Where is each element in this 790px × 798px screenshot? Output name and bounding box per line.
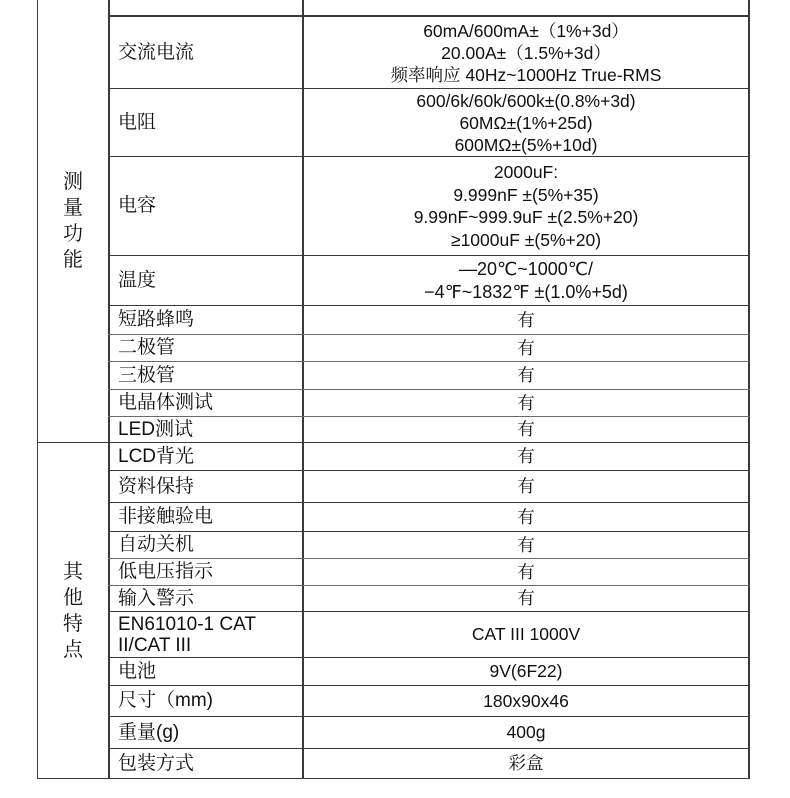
param-data-hold: 资料保持: [118, 475, 195, 497]
value-line: 9.999nF ±(5%+35): [453, 184, 599, 205]
value-low-battery: 有: [517, 561, 535, 582]
value-line: 2000uF:: [493, 162, 559, 182]
value-continuity-beep: 有: [517, 309, 535, 330]
value-safety-standard: CAT III 1000V: [471, 624, 581, 645]
value-line: 9.99nF~999.9uF ±(2.5%+20): [413, 207, 639, 227]
param-continuity-beep: 短路蜂鸣: [118, 309, 195, 330]
value-diode: 有: [517, 337, 535, 358]
param-crystal-test: 电晶体测试: [118, 392, 214, 413]
value-ncv: 有: [517, 506, 535, 527]
value-packaging: 彩盒: [508, 753, 544, 774]
value-weight: 400g: [506, 722, 546, 743]
param-packaging: 包装方式: [118, 752, 195, 774]
param-resistance: 电阻: [118, 111, 157, 133]
param-led-test: LED测试: [118, 418, 193, 440]
value-line: 20.00A±（1.5%+3d）: [441, 42, 611, 63]
param-low-battery: 低电压指示: [118, 561, 214, 582]
value-line: 600MΩ±(5%+10d): [454, 134, 598, 155]
value-resistance: [304, 89, 748, 156]
value-temperature: [304, 256, 748, 305]
value-line: —20℃~1000℃/: [458, 259, 593, 279]
value-line: 60mA/600mA±（1%+3d）: [423, 20, 629, 41]
group-char: 点: [63, 638, 83, 661]
value-data-hold: 有: [517, 476, 535, 497]
value-line: 频率响应 40Hz~1000Hz True-RMS: [390, 64, 662, 85]
param-ncv: 非接触验电: [118, 506, 214, 527]
value-transistor: 有: [517, 365, 535, 386]
param-ac-current: 交流电流: [118, 41, 195, 63]
group-char: 其: [63, 560, 83, 583]
value-led-test: 有: [517, 419, 535, 440]
param-capacitance: 电容: [118, 195, 157, 216]
value-line: 60MΩ±(1%+25d): [459, 112, 593, 133]
value-input-warning: 有: [517, 588, 535, 609]
param-weight: 重量(g): [118, 721, 180, 743]
group-measurement-label: [63, 169, 83, 273]
group-char: 测: [63, 171, 83, 193]
group-other-label: [63, 559, 83, 663]
group-char: 能: [63, 249, 83, 271]
value-capacitance: [304, 157, 748, 255]
param-temperature: 温度: [118, 269, 157, 291]
param-input-warning: 输入警示: [118, 587, 195, 609]
table-border-bottom: [37, 778, 750, 779]
value-lcd-backlight: 有: [517, 446, 535, 467]
param-safety-standard: EN61010-1 CAT II/CAT III: [118, 613, 256, 656]
group-char: 他: [63, 586, 83, 609]
value-ac-current: [304, 17, 748, 88]
param-diode: 二极管: [118, 337, 176, 358]
value-line: ≥1000uF ±(5%+20): [450, 229, 602, 250]
param-lcd-backlight: LCD背光: [118, 445, 195, 467]
value-auto-power-off: 有: [517, 534, 535, 555]
group-char: 量: [63, 197, 83, 219]
value-crystal-test: 有: [517, 392, 535, 413]
value-battery: 9V(6F22): [489, 661, 563, 682]
value-line: 600/6k/60k/600k±(0.8%+3d): [416, 90, 636, 111]
group-other: [38, 443, 108, 778]
value-dimensions: 180x90x46: [483, 690, 569, 711]
param-auto-power-off: 自动关机: [118, 534, 195, 555]
value-line: −4℉~1832℉ ±(1.0%+5d): [424, 281, 628, 302]
group-measurement: [38, 0, 108, 442]
param-dimensions: 尺寸（mm): [118, 690, 213, 711]
group-char: 功: [63, 223, 83, 245]
param-battery: 电池: [118, 660, 157, 682]
param-transistor: 三极管: [118, 364, 176, 386]
group-char: 特: [63, 612, 83, 635]
